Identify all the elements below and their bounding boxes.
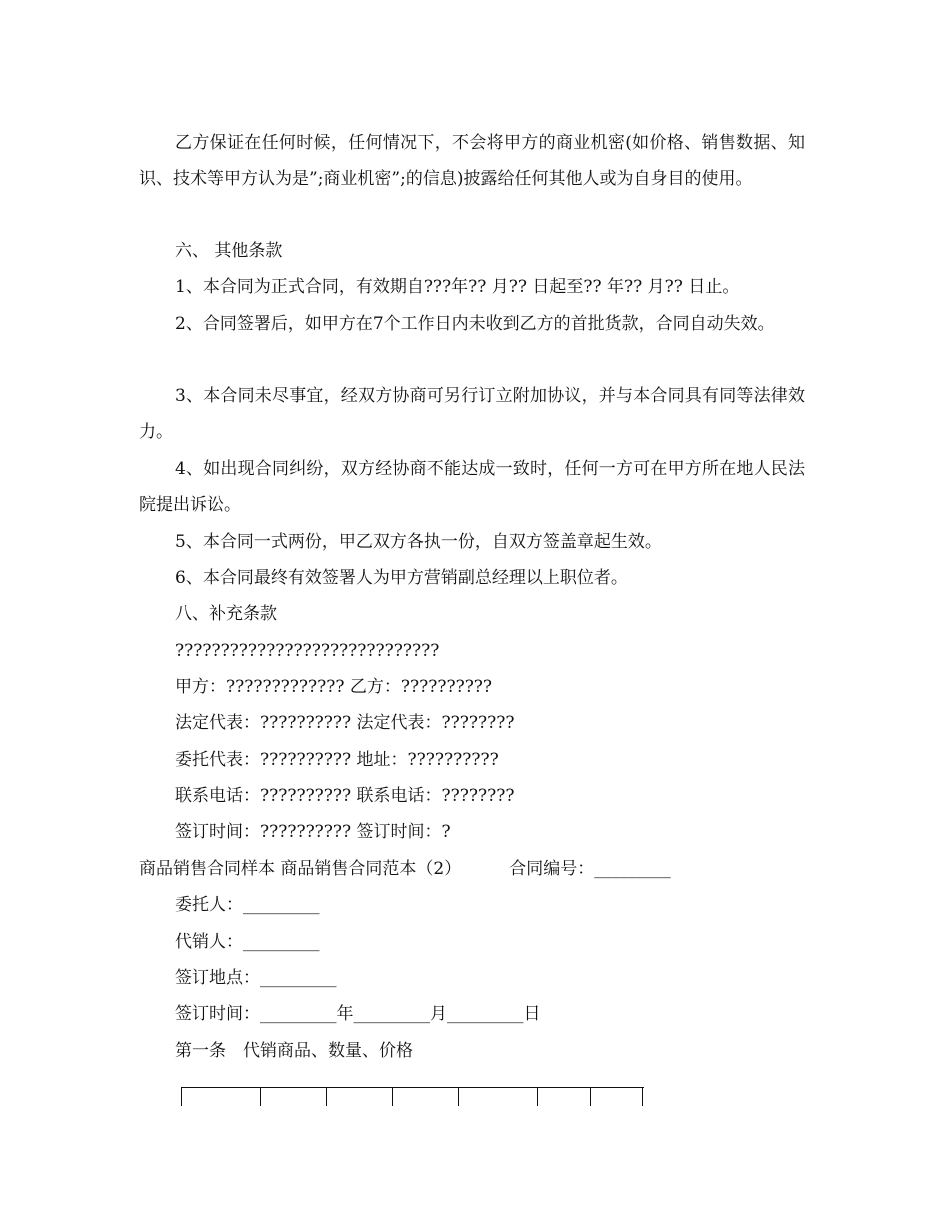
goods-table <box>181 1087 644 1108</box>
table-column-border <box>392 1088 393 1106</box>
sign-time-field: 签订时间：_________年_________月_________日 <box>175 1004 541 1024</box>
clause-5: 5、本合同一式两份，甲乙双方各执一份，自双方签盖章起生效。 <box>175 532 662 552</box>
article-1-heading: 第一条 代销商品、数量、价格 <box>175 1041 413 1061</box>
table-column-border <box>537 1088 538 1106</box>
table-column-border <box>326 1088 327 1106</box>
signature-parties: 甲方：????????????? 乙方：?????????? <box>175 677 493 697</box>
clause-2: 2、合同签署后，如甲方在7个工作日内未收到乙方的首批货款，合同自动失效。 <box>175 314 775 334</box>
clause-4: 4、如出现合同纠纷，双方经协商不能达成一致时，任何一方可在甲方所在地人民法院提出诉讼。 <box>139 459 805 515</box>
table-column-border <box>642 1088 643 1106</box>
section-8-heading: 八、补充条款 <box>175 604 277 624</box>
signature-date: 签订时间：?????????? 签订时间：? <box>175 822 451 842</box>
consignee-field: 代销人：_________ <box>175 932 320 952</box>
clause-3: 3、本合同未尽事宜，经双方协商可另行订立附加协议，并与本合同具有同等法律效力。 <box>139 386 805 442</box>
table-column-border <box>458 1088 459 1106</box>
second-contract-title: 商品销售合同样本 商品销售合同范本（2） <box>139 859 462 879</box>
supplementary-placeholder: ????????????????????????????? <box>175 641 440 661</box>
contract-number-field: 合同编号：_________ <box>509 859 671 879</box>
table-column-border <box>590 1088 591 1106</box>
signature-legal-rep: 法定代表：?????????? 法定代表：???????? <box>175 713 515 733</box>
section-6-heading: 六、 其他条款 <box>175 241 283 261</box>
clause-1: 1、本合同为正式合同，有效期自???年?? 月?? 日起至?? 年?? 月?? 日止。 <box>175 277 740 297</box>
sign-place-field: 签订地点：_________ <box>175 968 337 988</box>
signature-phone: 联系电话：?????????? 联系电话：???????? <box>175 786 515 806</box>
confidentiality-paragraph: 乙方保证在任何时候，任何情况下，不会将甲方的商业机密(如价格、销售数据、知识、技术等甲方认为是”;商业机密”;的信息)披露给任何其他人或为自身目的使用。 <box>139 133 805 189</box>
signature-agent-address: 委托代表：?????????? 地址：?????????? <box>175 750 499 770</box>
second-contract-header <box>139 851 671 887</box>
clause-6: 6、本合同最终有效签署人为甲方营销副总经理以上职位者。 <box>175 568 628 588</box>
consignor-field: 委托人：_________ <box>175 895 320 915</box>
table-column-border <box>181 1088 182 1106</box>
table-column-border <box>260 1088 261 1106</box>
